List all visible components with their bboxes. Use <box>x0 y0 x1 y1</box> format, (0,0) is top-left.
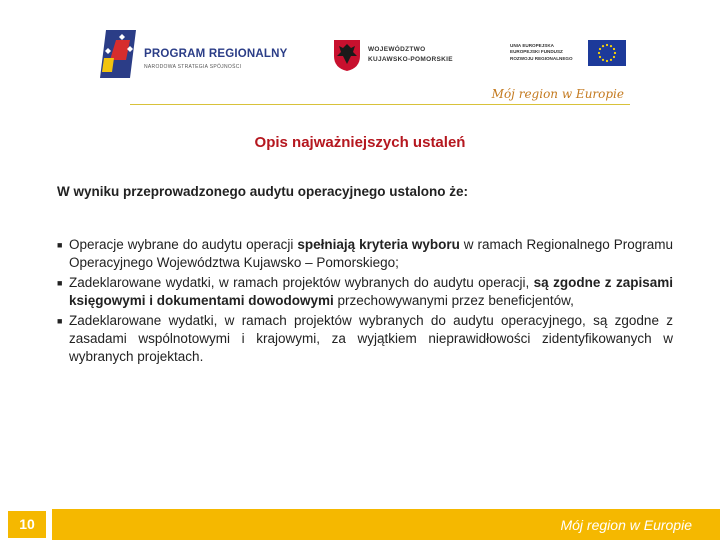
finding-text: , za wyjątkiem nieprawidłowości zidentyfikowanych w wybranych projektach. <box>69 331 673 364</box>
eu-flag-icon <box>588 40 626 66</box>
finding-text: Zadeklarowane wydatki, w ramach projektów wybranych do audytu operacyjnego, <box>69 313 594 328</box>
square-bullet-icon: ■ <box>57 278 63 288</box>
program-regionalny-logo <box>100 28 300 84</box>
program-regionalny-subtitle: NARODOWA STRATEGIA SPÓJNOŚCI <box>144 64 242 70</box>
footer-bar <box>0 509 720 540</box>
eu-logo <box>504 40 626 74</box>
finding-item <box>57 312 673 366</box>
page-number: 10 <box>8 511 46 538</box>
finding-text: są zgodne z zasadami wspólnotowymi i krajowymi <box>69 313 673 346</box>
finding-text-bold: spełniają kryteria wyboru <box>297 237 460 252</box>
wojewodztwo-crest-icon <box>332 38 362 72</box>
finding-item <box>57 274 673 310</box>
slide-heading: Opis najważniejszych ustaleń <box>254 134 466 151</box>
wojewodztwo-name-line1: WOJEWÓDZTWO <box>368 46 426 53</box>
page-number-frame <box>0 509 52 540</box>
wojewodztwo-logo <box>332 38 482 78</box>
intro-text: W wyniku przeprowadzonego audytu operacyjnego ustalono że: <box>57 184 469 199</box>
finding-text: Operacje wybrane do audytu operacji <box>69 237 298 252</box>
finding-text: Zadeklarowane wydatki, w ramach projektów wybranych do audytu operacji, <box>69 275 534 290</box>
header-tagline: Mój region w Europie <box>491 87 624 101</box>
header-divider <box>130 104 630 105</box>
square-bullet-icon: ■ <box>57 316 63 326</box>
program-regionalny-title: PROGRAM REGIONALNY <box>144 48 288 60</box>
finding-item <box>57 236 673 272</box>
footer-tagline: Mój region w Europie <box>560 517 692 533</box>
square-bullet-icon: ■ <box>57 240 63 250</box>
eu-logo-text: UNIA EUROPEJSKA EUROPEJSKI FUNDUSZ ROZWOJU REGIONALNEGO <box>510 43 573 61</box>
program-regionalny-mark-icon <box>100 28 140 80</box>
finding-text: w ramach Regionalnego Programu Operacyjnego Województwa Kujawsko – Pomorskiego; <box>69 237 673 270</box>
finding-text: przechowywanymi przez beneficjentów, <box>333 293 574 308</box>
findings-list <box>57 236 673 368</box>
wojewodztwo-name-line2: KUJAWSKO-POMORSKIE <box>368 56 453 63</box>
finding-text-bold: są zgodne z zapisami księgowymi i dokumentami dowodowymi <box>69 275 673 308</box>
